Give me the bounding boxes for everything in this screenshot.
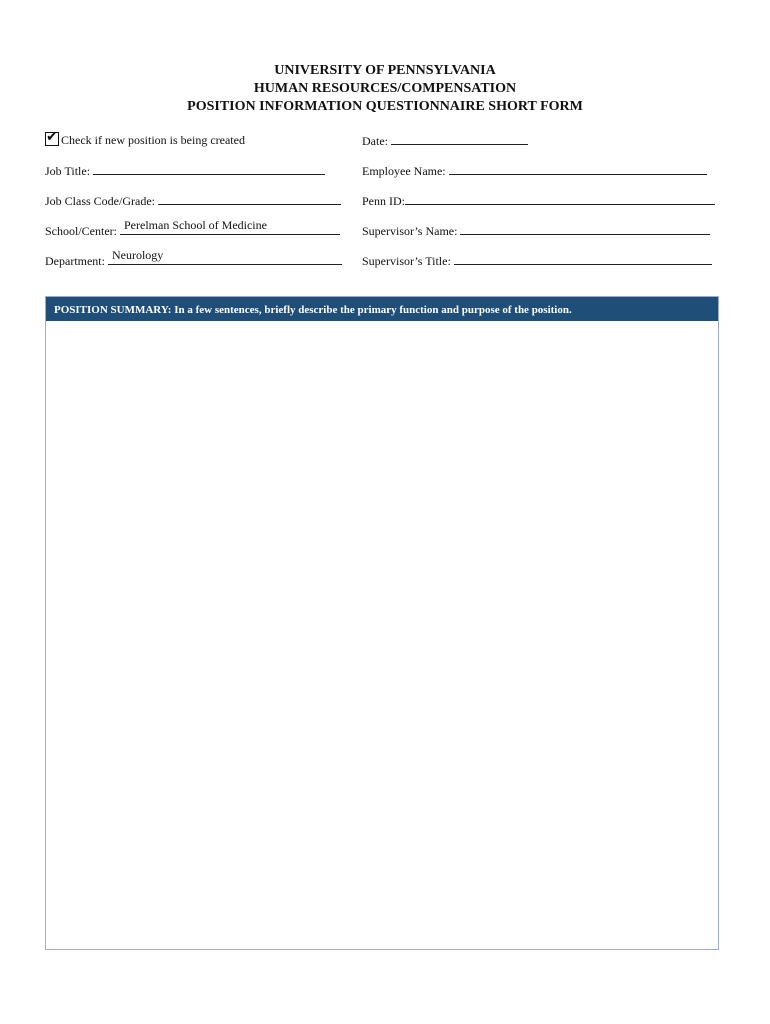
supervisor-title-field[interactable]: [454, 252, 712, 265]
penn-id-row: [362, 192, 715, 209]
job-title-label: Job Title:: [45, 164, 91, 178]
job-class-label: Job Class Code/Grade:: [45, 194, 155, 208]
position-summary-box: [45, 296, 719, 950]
date-field[interactable]: [391, 132, 528, 145]
school-center-row: [45, 218, 340, 239]
supervisor-name-label: Supervisor’s Name:: [362, 224, 458, 238]
header-university: UNIVERSITY OF PENNSYLVANIA: [274, 63, 496, 78]
new-position-label: Check if new position is being created: [61, 133, 245, 147]
employee-name-label: Employee Name:: [362, 164, 446, 178]
penn-id-label: Penn ID:: [362, 194, 405, 208]
school-center-value: Perelman School of Medicine: [124, 218, 267, 232]
school-center-label: School/Center:: [45, 224, 117, 238]
checkmark-icon: ✔: [46, 129, 58, 145]
new-position-checkbox[interactable]: [45, 129, 59, 146]
department-row: [45, 248, 342, 269]
date-label: Date:: [362, 134, 388, 148]
department-label: Department:: [45, 254, 105, 268]
employee-name-row: [362, 162, 707, 179]
department-field[interactable]: [108, 248, 342, 265]
supervisor-title-row: [362, 252, 712, 269]
job-class-field[interactable]: [158, 192, 341, 205]
job-title-row: [45, 162, 325, 179]
new-position-row: [45, 129, 245, 148]
supervisor-name-field[interactable]: [460, 222, 710, 235]
header-department: HUMAN RESOURCES/COMPENSATION: [253, 81, 517, 96]
job-title-field[interactable]: [93, 162, 325, 175]
penn-id-field[interactable]: [405, 192, 715, 205]
position-summary-textarea[interactable]: [46, 321, 718, 949]
school-center-field[interactable]: [120, 218, 340, 235]
supervisor-name-row: [362, 222, 710, 239]
employee-name-field[interactable]: [449, 162, 707, 175]
form-header: [0, 62, 770, 116]
supervisor-title-label: Supervisor’s Title:: [362, 254, 451, 268]
date-row: [362, 132, 528, 149]
department-value: Neurology: [111, 248, 164, 262]
job-class-row: [45, 192, 341, 209]
header-form-title: POSITION INFORMATION QUESTIONNAIRE SHORT FORM: [187, 99, 583, 114]
position-summary-heading: POSITION SUMMARY: In a few sentences, briefly describe the primary function and purpose of the position.: [46, 297, 718, 321]
